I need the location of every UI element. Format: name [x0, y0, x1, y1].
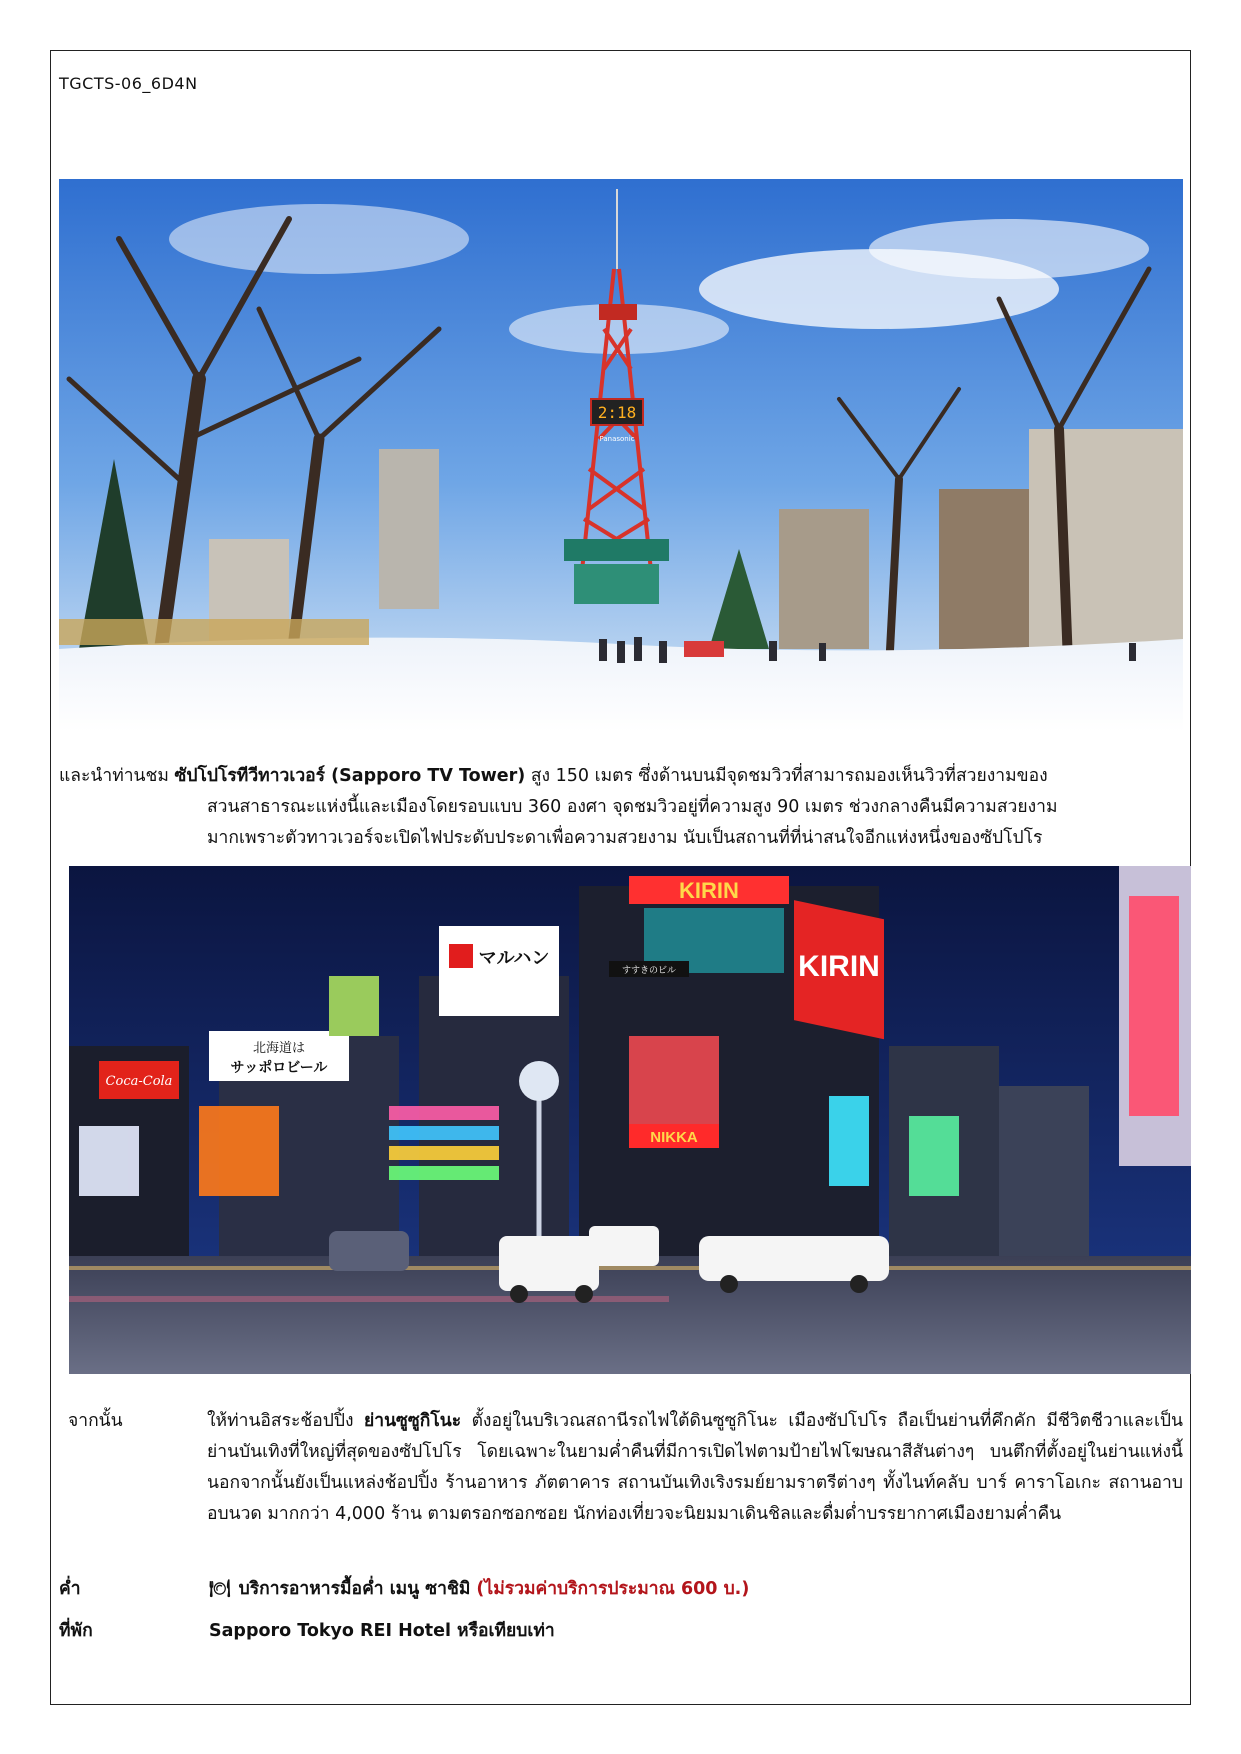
susukino-intro: ให้ท่านอิสระช้อปปิ้ง	[207, 1411, 364, 1431]
sign-kirin-side: KIRIN	[798, 950, 880, 983]
sign-sapporo: サッポロビール	[230, 1060, 328, 1076]
susukino-description	[207, 1406, 1183, 1530]
dinner-text: บริการอาหารมื้อค่ำ เมนู ซาชิมิ	[238, 1579, 471, 1599]
susukino-row	[68, 1406, 1183, 1566]
susukino-label: จากนั้น	[68, 1411, 123, 1431]
tower-line2: สวนสาธารณะแห่งนี้และเมืองโดยรอบแบบ 360 องศา จุดชมวิวอยู่ที่ความสูง 90 เมตร ช่วงกลางคืนมีความสวยงาม	[207, 797, 1058, 817]
tower-line3: มากเพราะตัวทาวเวอร์จะเปิดไฟประดับประดาเพื่อความสวยงาม นับเป็นสถานที่ที่น่าสนใจอีกแห่งหนึ่งของซัปโปโร	[207, 828, 1043, 848]
tower-description	[59, 761, 1183, 854]
susukino-highlight: ย่านซูซูกิโนะ	[363, 1411, 462, 1431]
tower-brand: Panasonic	[599, 435, 635, 443]
sapporo-tv-tower-photo	[59, 179, 1183, 732]
tower-line1-rest: สูง 150 เมตร ซึ่งด้านบนมีจุดชมวิวที่สามารถมองเห็นวิวที่สวยงามของ	[525, 766, 1048, 786]
hotel-row	[59, 1616, 1183, 1648]
dinner-row	[59, 1574, 1183, 1606]
susukino-body: ตั้งอยู่ในบริเวณสถานีรถไฟใต้ดินซูซูกิโนะ เมืองซัปโปโร ถือเป็นย่านที่คึกคัก มีชีวิตชีวาและเป็นย่านบันเทิงที่ใหญ่ที่สุดของซัปโปโร โดยเฉพาะในยามค่ำคืนที่มีการเปิดไฟตามป้ายไฟโฆษณาสีสันต่างๆ บนตึกที่ตั้งอยู่ในย่านแห่งนี้ นอกจากนั้นยังเป็นแหล่งช้อปปิ้ง ร้านอาหาร ภัตตาคาร สถานบันเทิงเริงรมย์ยามราตรีต่างๆ ทั้งไนท์คลับ บาร์ คาราโอเกะ สถานอาบอบนวด มากกว่า 4,000 ร้าน ตามตรอกซอกซอย นักท่องเที่ยวจะนิยมมาเดินชิลและดื่มด่ำบรรยากาศเมืองยามค่ำคืน	[207, 1411, 1183, 1524]
dinner-note: (ไม่รวมค่าบริการประมาณ 600 บ.)	[476, 1579, 750, 1599]
tower-photo-illustration	[59, 179, 1183, 732]
tower-highlight: ซัปโปโรทีวีทาวเวอร์ (Sapporo TV Tower)	[174, 766, 526, 786]
hotel-label: ที่พัก	[59, 1621, 93, 1641]
sign-cocacola: Coca-Cola	[105, 1074, 173, 1089]
tower-clock: 2:18	[597, 403, 637, 422]
tower-intro: และนำท่านชม	[59, 766, 175, 786]
meal-plate-icon: 🍽	[209, 1579, 231, 1599]
dinner-description	[209, 1574, 1109, 1605]
dinner-label: ค่ำ	[59, 1579, 81, 1599]
sign-nikka: NIKKA	[650, 1129, 698, 1146]
night-photo-illustration	[69, 866, 1191, 1374]
sign-maruhan: マルハン	[478, 948, 550, 969]
sign-kirin-top: KIRIN	[679, 878, 739, 903]
susukino-night-photo	[69, 866, 1191, 1374]
document-code: TGCTS-06_6D4N	[59, 74, 198, 93]
sign-susukino: すすきのビル	[621, 966, 677, 976]
hotel-text: Sapporo Tokyo REI Hotel หรือเทียบเท่า	[209, 1621, 555, 1641]
sign-hokkaido: 北海道は	[252, 1041, 306, 1056]
